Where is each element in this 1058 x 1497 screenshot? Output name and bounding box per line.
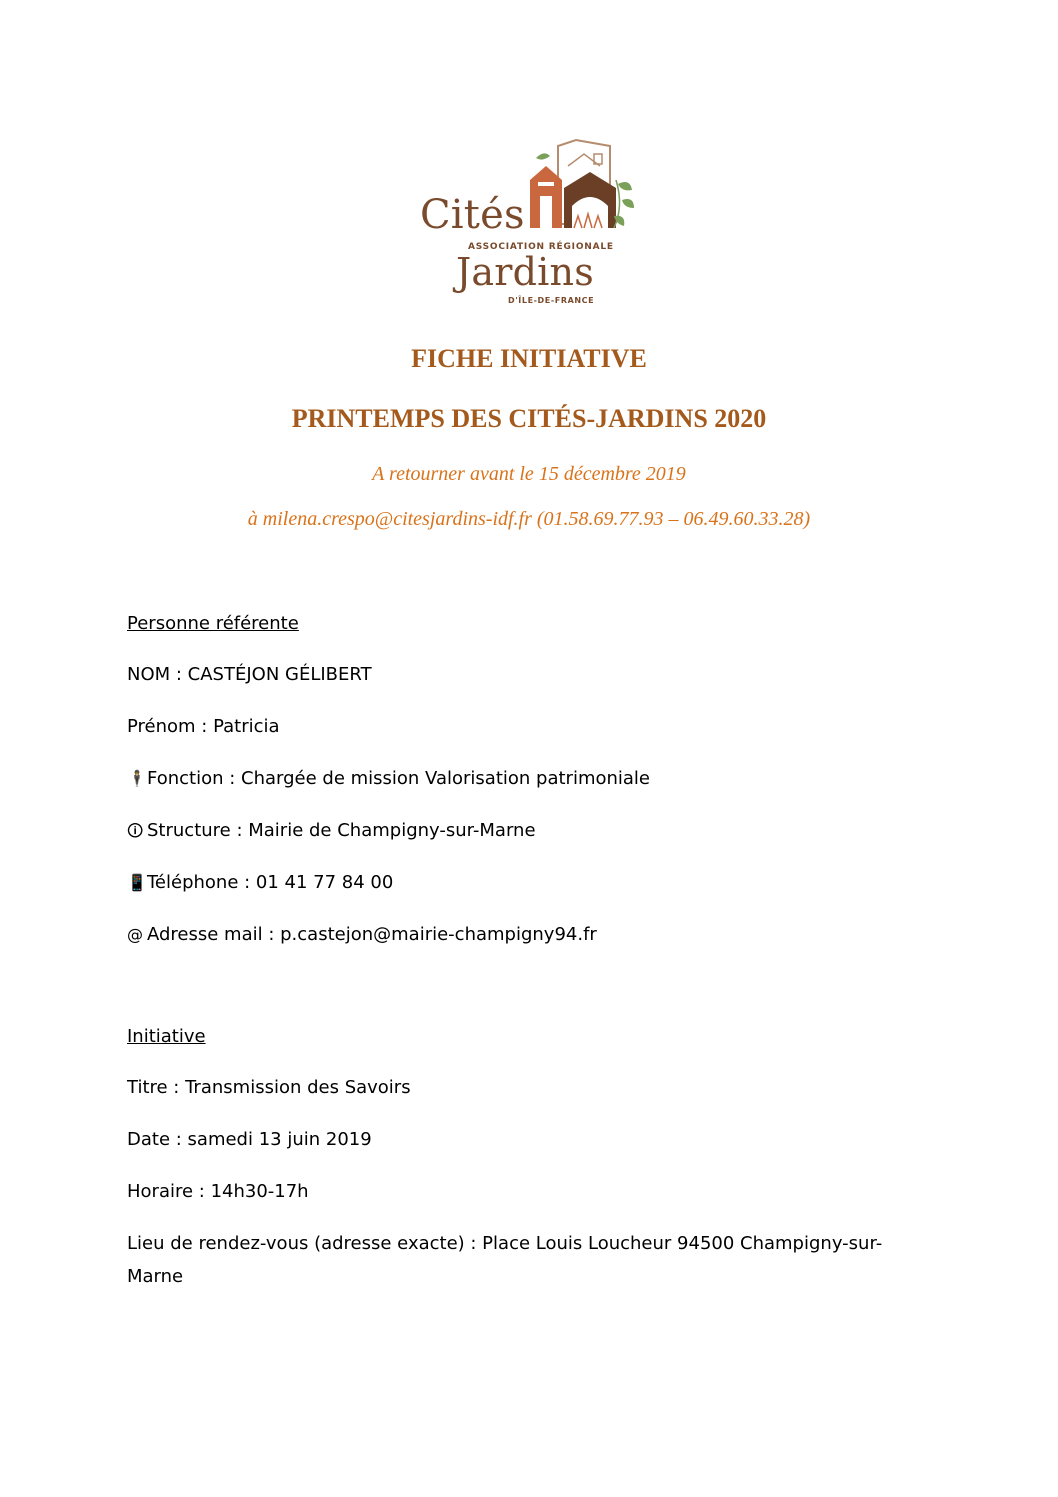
logo-word-jardins: Jardins [456,250,594,294]
field-fonction-row [127,768,650,789]
field-horaire: Horaire : 14h30-17h [127,1181,309,1202]
field-mail: Adresse mail : p.castejon@mairie-champigny94.fr [147,924,597,945]
field-structure-row [127,820,536,847]
cites-jardins-logo [418,136,640,312]
section-heading-initiative: Initiative [127,1026,206,1047]
contact-text: à milena.crespo@citesjardins-idf.fr (01.58.69.77.93 – 06.49.60.33.28) [247,508,811,530]
logo-region-text: D'ÎLE-DE-FRANCE [508,296,595,305]
field-fonction: Fonction : Chargée de mission Valorisation patrimoniale [147,768,651,789]
field-lieu-line1: Lieu de rendez-vous (adresse exacte) : Place Louis Loucheur 94500 Champigny-sur- [127,1233,883,1254]
field-date: Date : samedi 13 juin 2019 [127,1129,372,1150]
field-titre: Titre : Transmission des Savoirs [127,1077,411,1098]
logo-assoc-text: ASSOCIATION RÉGIONALE [468,242,614,252]
at-icon: @ [127,925,143,944]
field-mail-row [127,924,597,945]
info-icon: 🛈 [127,821,144,840]
field-telephone-row [127,872,393,893]
document-subtitle: PRINTEMPS DES CITÉS-JARDINS 2020 [291,404,767,433]
field-prenom: Prénom : Patricia [127,716,280,737]
field-lieu-line2: Marne [127,1266,184,1287]
document-title: FICHE INITIATIVE [411,344,647,373]
person-icon: 🕴 [127,769,147,788]
field-nom: NOM : CASTÉJON GÉLIBERT [127,664,372,685]
logo-word-cites: Cités [420,192,525,238]
field-telephone: Téléphone : 01 41 77 84 00 [147,872,394,893]
section-heading-personne: Personne référente [127,613,299,634]
deadline-text: A retourner avant le 15 décembre 2019 [372,463,686,485]
field-structure: Structure : Mairie de Champigny-sur-Marne [147,820,536,841]
phone-icon: 📱 [127,873,147,892]
